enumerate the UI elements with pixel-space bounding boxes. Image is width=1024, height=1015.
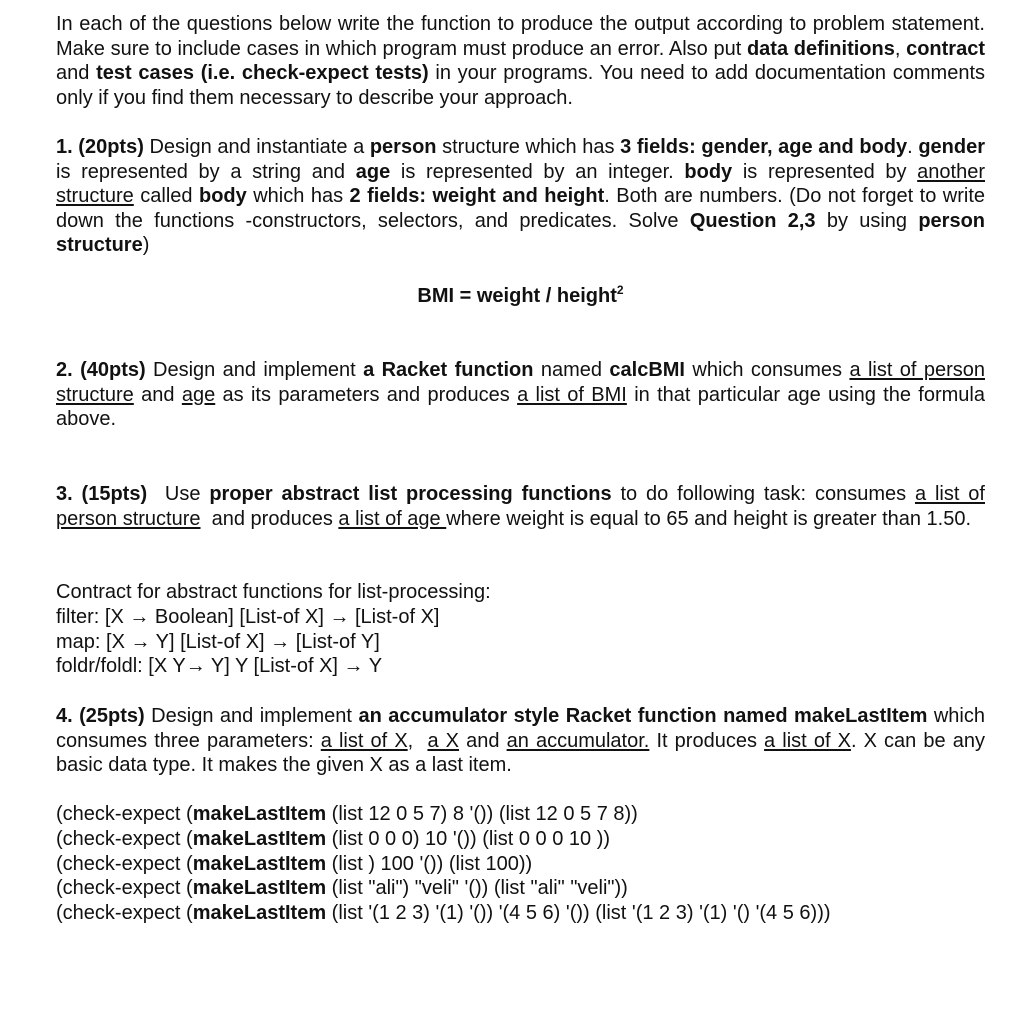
test-case: (check-expect (makeLastItem (list "ali") "veli" '()) (list "ali" "veli")) [56,877,628,899]
intro-paragraph: In each of the questions below write the function to produce the output according to problem statement. Make sure to include cases in which program must produce an error. Also put data definitions, contract and test cases (i.e. check-expect tests) in your programs. You need to add documentation comments only if you find them necessary to describe your approach. [56,13,986,109]
contract-line: foldr/foldl: [X Y→ Y] Y [List-of X] → Y [56,655,383,677]
test-case: (check-expect (makeLastItem (list ) 100 '()) (list 100)) [56,853,533,875]
question-4: 4. (25pts) Design and implement an accumulator style Racket function named makeLastItem which consumes three parameters: a list of X, a X and an accumulator. It produces a list of X. X can be any basic data type. It makes the given X as a last item. [56,705,986,777]
test-case: (check-expect (makeLastItem (list 12 0 5 7) 8 '()) (list 12 0 5 7 8)) [56,803,638,825]
question-3: 3. (15pts) Use proper abstract list processing functions to do following task: consumes a list of person structure and produces a list of age where weight is equal to 65 and height is greater than 1.50. [56,483,985,530]
test-case: (check-expect (makeLastItem (list 0 0 0) 10 '()) (list 0 0 0 10 )) [56,828,611,850]
formula-exponent: 2 [616,283,624,297]
contract-line: map: [X → Y] [List-of X] → [List-of Y] [56,631,380,653]
contract-line: filter: [X → Boolean] [List-of X] → [List-of X] [56,606,440,628]
question-1: 1. (20pts) Design and instantiate a person structure which has 3 fields: gender, age and body. gender is represented by a string and age is represented by an integer. body is represented by another structure called body which has 2 fields: weight and height. Both are numbers. (Do not forget to write down the functions -constructors, selectors, and predicates. Solve Question 2,3 by using person structure) [56,136,986,257]
question-2: 2. (40pts) Design and implement a Racket function named calcBMI which consumes a list of person structure and age as its parameters and produces a list of BMI in that particular age using the formula above. [56,359,985,431]
contracts-heading: Contract for abstract functions for list-processing: [56,581,491,603]
bmi-formula: BMI = weight / height$^2$ [417,283,624,307]
test-case: (check-expect (makeLastItem (list '(1 2 3) '(1) '()) '(4 5 6) '()) (list '(1 2 3) '(1) '() '(4 5 6))) [56,902,831,924]
